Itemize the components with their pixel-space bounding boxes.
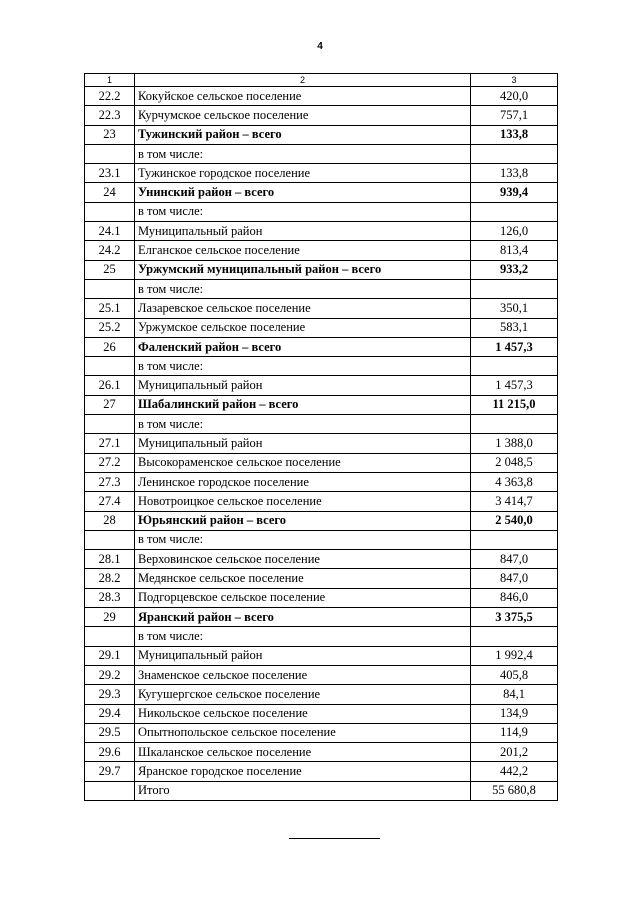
table-row	[85, 453, 558, 472]
row-value-cell: 3 414,7	[471, 492, 558, 511]
table-row	[85, 241, 558, 260]
row-name-cell: Уржумское сельское поселение	[135, 318, 471, 337]
row-value-cell	[471, 627, 558, 646]
table-row	[85, 279, 558, 298]
row-name-cell: Юрьянский район – всего	[135, 511, 471, 530]
row-value-cell: 846,0	[471, 588, 558, 607]
row-number-cell: 28.2	[85, 569, 135, 588]
row-name-cell: в том числе:	[135, 627, 471, 646]
table-row	[85, 588, 558, 607]
row-value-cell: 4 363,8	[471, 472, 558, 491]
table-row	[85, 164, 558, 183]
row-number-cell: 23	[85, 125, 135, 144]
row-number-cell: 23.1	[85, 164, 135, 183]
row-value-cell: 442,2	[471, 762, 558, 781]
row-name-cell: Лазаревское сельское поселение	[135, 299, 471, 318]
row-number-cell: 22.3	[85, 106, 135, 125]
table-row	[85, 144, 558, 163]
row-name-cell: Ленинское городское поселение	[135, 472, 471, 491]
row-name-cell: Елганское сельское поселение	[135, 241, 471, 260]
table-row	[85, 472, 558, 491]
row-number-cell: 27.3	[85, 472, 135, 491]
row-name-cell: в том числе:	[135, 530, 471, 549]
row-value-cell: 847,0	[471, 569, 558, 588]
row-number-cell: 28	[85, 511, 135, 530]
table-row	[85, 376, 558, 395]
row-value-cell: 933,2	[471, 260, 558, 279]
row-number-cell: 25	[85, 260, 135, 279]
table-row	[85, 685, 558, 704]
row-number-cell: 29.5	[85, 723, 135, 742]
table-row	[85, 762, 558, 781]
table-row	[85, 337, 558, 356]
table-row	[85, 106, 558, 125]
row-name-cell: Уржумский муниципальный район – всего	[135, 260, 471, 279]
row-value-cell: 939,4	[471, 183, 558, 202]
row-value-cell	[471, 415, 558, 434]
row-name-cell: Подгорцевское сельское поселение	[135, 588, 471, 607]
row-number-cell: 28.3	[85, 588, 135, 607]
row-number-cell: 29.3	[85, 685, 135, 704]
row-number-cell: 24.1	[85, 222, 135, 241]
row-name-cell: Яранское городское поселение	[135, 762, 471, 781]
table-row	[85, 87, 558, 106]
table-row	[85, 530, 558, 549]
row-value-cell: 405,8	[471, 665, 558, 684]
row-name-cell: Кугушергское сельское поселение	[135, 685, 471, 704]
row-value-cell	[471, 202, 558, 221]
row-name-cell: Медянское сельское поселение	[135, 569, 471, 588]
row-number-cell	[85, 530, 135, 549]
row-name-cell: Муниципальный район	[135, 434, 471, 453]
row-value-cell: 1 388,0	[471, 434, 558, 453]
row-value-cell: 55 680,8	[471, 781, 558, 800]
table-row	[85, 781, 558, 800]
row-name-cell: Унинский район – всего	[135, 183, 471, 202]
row-value-cell: 350,1	[471, 299, 558, 318]
column-header-value: 3	[471, 74, 558, 87]
footer-divider-line	[289, 838, 380, 839]
table-row	[85, 299, 558, 318]
row-name-cell: Высокораменское сельское поселение	[135, 453, 471, 472]
table-row	[85, 665, 558, 684]
row-name-cell: в том числе:	[135, 357, 471, 376]
row-value-cell: 3 375,5	[471, 608, 558, 627]
row-value-cell: 201,2	[471, 743, 558, 762]
row-name-cell: Итого	[135, 781, 471, 800]
row-number-cell: 29.4	[85, 704, 135, 723]
table-row	[85, 260, 558, 279]
row-value-cell: 1 457,3	[471, 376, 558, 395]
row-number-cell	[85, 415, 135, 434]
row-number-cell: 29.2	[85, 665, 135, 684]
row-value-cell: 2 540,0	[471, 511, 558, 530]
table-row	[85, 511, 558, 530]
row-value-cell: 1 457,3	[471, 337, 558, 356]
row-name-cell: Тужинское городское поселение	[135, 164, 471, 183]
table-row	[85, 492, 558, 511]
budget-allocation-table	[84, 73, 558, 801]
table-row	[85, 723, 558, 742]
row-name-cell: в том числе:	[135, 144, 471, 163]
row-name-cell: Фаленский район – всего	[135, 337, 471, 356]
row-name-cell: Знаменское сельское поселение	[135, 665, 471, 684]
row-number-cell: 27	[85, 395, 135, 414]
row-number-cell: 24	[85, 183, 135, 202]
table-row	[85, 646, 558, 665]
row-name-cell: Яранский район – всего	[135, 608, 471, 627]
table-row	[85, 569, 558, 588]
row-value-cell: 134,9	[471, 704, 558, 723]
row-number-cell: 26.1	[85, 376, 135, 395]
row-value-cell: 813,4	[471, 241, 558, 260]
table-row	[85, 395, 558, 414]
row-number-cell: 27.2	[85, 453, 135, 472]
table-body	[85, 74, 558, 801]
row-number-cell: 24.2	[85, 241, 135, 260]
row-number-cell: 25.1	[85, 299, 135, 318]
row-name-cell: Никольское сельское поселение	[135, 704, 471, 723]
row-name-cell: Муниципальный район	[135, 646, 471, 665]
row-number-cell	[85, 357, 135, 376]
row-value-cell: 757,1	[471, 106, 558, 125]
table-row	[85, 357, 558, 376]
table-row	[85, 415, 558, 434]
row-number-cell: 29.6	[85, 743, 135, 762]
row-name-cell: в том числе:	[135, 202, 471, 221]
row-name-cell: Шкаланское сельское поселение	[135, 743, 471, 762]
row-number-cell	[85, 144, 135, 163]
row-number-cell: 27.4	[85, 492, 135, 511]
row-number-cell: 29	[85, 608, 135, 627]
table-row	[85, 743, 558, 762]
row-name-cell: Опытнопольское сельское поселение	[135, 723, 471, 742]
row-value-cell	[471, 279, 558, 298]
row-number-cell: 22.2	[85, 87, 135, 106]
row-name-cell: Муниципальный район	[135, 222, 471, 241]
table-header-row	[85, 74, 558, 87]
row-value-cell: 2 048,5	[471, 453, 558, 472]
row-number-cell	[85, 627, 135, 646]
row-value-cell: 420,0	[471, 87, 558, 106]
row-name-cell: Кокуйское сельское поселение	[135, 87, 471, 106]
row-name-cell: Курчумское сельское поселение	[135, 106, 471, 125]
row-value-cell: 133,8	[471, 164, 558, 183]
row-number-cell	[85, 202, 135, 221]
row-number-cell: 27.1	[85, 434, 135, 453]
row-value-cell: 84,1	[471, 685, 558, 704]
row-number-cell: 26	[85, 337, 135, 356]
row-name-cell: Новотроицкое сельское поселение	[135, 492, 471, 511]
row-value-cell: 847,0	[471, 550, 558, 569]
row-value-cell: 583,1	[471, 318, 558, 337]
table-row	[85, 318, 558, 337]
row-name-cell: Верховинское сельское поселение	[135, 550, 471, 569]
column-header-number: 1	[85, 74, 135, 87]
row-name-cell: Муниципальный район	[135, 376, 471, 395]
table-row	[85, 434, 558, 453]
table-row	[85, 627, 558, 646]
row-number-cell: 29.7	[85, 762, 135, 781]
row-value-cell: 114,9	[471, 723, 558, 742]
row-number-cell: 28.1	[85, 550, 135, 569]
table-row	[85, 202, 558, 221]
row-value-cell: 11 215,0	[471, 395, 558, 414]
row-value-cell	[471, 530, 558, 549]
row-number-cell: 29.1	[85, 646, 135, 665]
table-row	[85, 222, 558, 241]
row-name-cell: Тужинский район – всего	[135, 125, 471, 144]
row-name-cell: Шабалинский район – всего	[135, 395, 471, 414]
table-row	[85, 125, 558, 144]
table-row	[85, 550, 558, 569]
row-number-cell	[85, 279, 135, 298]
row-value-cell	[471, 357, 558, 376]
row-number-cell	[85, 781, 135, 800]
row-value-cell	[471, 144, 558, 163]
column-header-name: 2	[135, 74, 471, 87]
table-row	[85, 704, 558, 723]
page-number: 4	[317, 41, 323, 52]
row-number-cell: 25.2	[85, 318, 135, 337]
table-row	[85, 608, 558, 627]
row-value-cell: 133,8	[471, 125, 558, 144]
row-name-cell: в том числе:	[135, 415, 471, 434]
row-value-cell: 1 992,4	[471, 646, 558, 665]
table-row	[85, 183, 558, 202]
row-name-cell: в том числе:	[135, 279, 471, 298]
row-value-cell: 126,0	[471, 222, 558, 241]
